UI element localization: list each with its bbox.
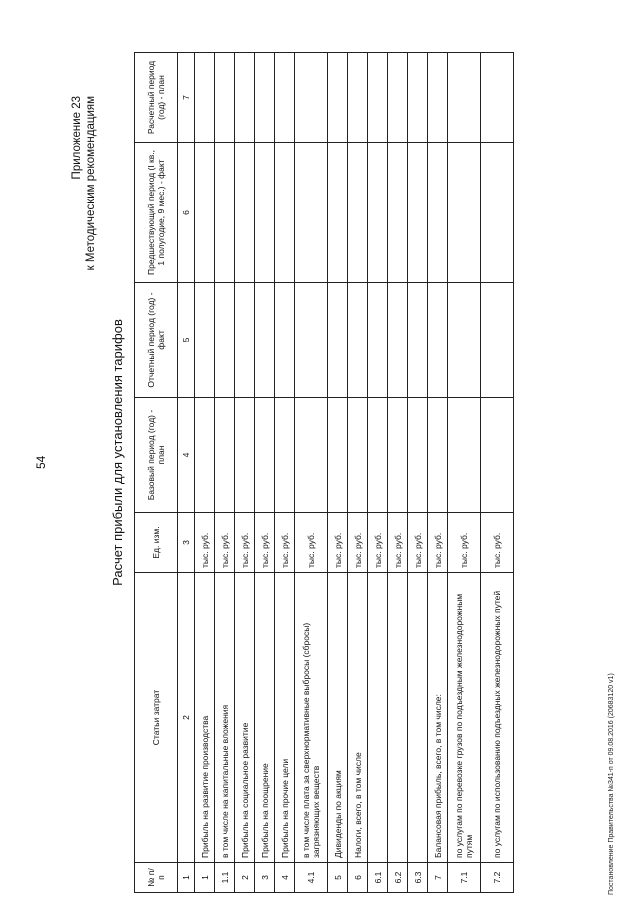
table-row: [388, 53, 408, 893]
row-value-calc-plan: [255, 53, 275, 143]
row-unit: тыс. руб.: [235, 513, 255, 573]
row-unit: тыс. руб.: [195, 513, 215, 573]
page-number: 54: [34, 455, 48, 469]
row-cost-item: по услугам по перевозке грузов по подъездным железнодорожным путям: [448, 573, 481, 863]
row-value-calc-plan: [235, 53, 255, 143]
row-value-report-fact: [215, 283, 235, 398]
row-unit: тыс. руб.: [348, 513, 368, 573]
column-header: Расчетный период (год) - план: [135, 53, 178, 143]
row-number: 2: [235, 863, 255, 893]
row-number: 3: [255, 863, 275, 893]
row-number: 6.1: [368, 863, 388, 893]
column-number: 1: [178, 863, 195, 893]
table-row: [215, 53, 235, 893]
row-value-report-fact: [328, 283, 348, 398]
row-value-previous-fact: [348, 143, 368, 283]
row-value-calc-plan: [275, 53, 295, 143]
table-row: [368, 53, 388, 893]
row-value-report-fact: [235, 283, 255, 398]
row-value-base-plan: [195, 398, 215, 513]
row-value-previous-fact: [368, 143, 388, 283]
table-row: [408, 53, 428, 893]
row-value-previous-fact: [428, 143, 448, 283]
row-value-base-plan: [215, 398, 235, 513]
row-unit: тыс. руб.: [215, 513, 235, 573]
row-value-calc-plan: [481, 53, 514, 143]
row-value-previous-fact: [255, 143, 275, 283]
row-value-report-fact: [348, 283, 368, 398]
row-value-calc-plan: [448, 53, 481, 143]
row-cost-item: [368, 573, 388, 863]
column-number: 5: [178, 283, 195, 398]
row-value-calc-plan: [388, 53, 408, 143]
table-row: [235, 53, 255, 893]
row-number: 6.3: [408, 863, 428, 893]
column-number-row: [178, 53, 195, 893]
table-row: [255, 53, 275, 893]
row-cost-item: Дивиденды по акциям: [328, 573, 348, 863]
row-value-calc-plan: [295, 53, 328, 143]
row-number: 4: [275, 863, 295, 893]
row-value-previous-fact: [448, 143, 481, 283]
row-value-base-plan: [448, 398, 481, 513]
row-value-report-fact: [295, 283, 328, 398]
row-unit: тыс. руб.: [408, 513, 428, 573]
column-number: 7: [178, 53, 195, 143]
table-row: [348, 53, 368, 893]
row-unit: тыс. руб.: [481, 513, 514, 573]
row-cost-item: по услугам по использованию подъездных железнодорожных путей: [481, 573, 514, 863]
row-value-report-fact: [448, 283, 481, 398]
row-value-report-fact: [388, 283, 408, 398]
row-value-base-plan: [481, 398, 514, 513]
row-cost-item: [388, 573, 408, 863]
row-cost-item: Прибыль на развитие производства: [195, 573, 215, 863]
row-number: 1: [195, 863, 215, 893]
row-cost-item: Прибыль на прочие цели: [275, 573, 295, 863]
table-row: [428, 53, 448, 893]
appendix-line-2: к Методическим рекомендациям: [85, 96, 97, 271]
column-header: № п/п: [135, 863, 178, 893]
row-cost-item: Прибыль на поощрение: [255, 573, 275, 863]
row-value-calc-plan: [328, 53, 348, 143]
row-number: 6: [348, 863, 368, 893]
table-body: [178, 53, 514, 893]
row-value-calc-plan: [195, 53, 215, 143]
row-cost-item: в том числе на капитальные вложения: [215, 573, 235, 863]
row-value-base-plan: [408, 398, 428, 513]
row-value-calc-plan: [408, 53, 428, 143]
row-unit: тыс. руб.: [295, 513, 328, 573]
table-row: [481, 53, 514, 893]
row-value-base-plan: [388, 398, 408, 513]
footer-note: Постановление Правительства №341-п от 09.08.2016 (20683120 v1): [608, 673, 615, 895]
row-value-calc-plan: [348, 53, 368, 143]
row-value-report-fact: [255, 283, 275, 398]
row-value-previous-fact: [481, 143, 514, 283]
row-value-base-plan: [368, 398, 388, 513]
row-cost-item: Балансовая прибыль, всего, в том числе:: [428, 573, 448, 863]
row-cost-item: в том числе плата за сверхнормативные выбросы (сбросы) загрязняющих веществ: [295, 573, 328, 863]
row-unit: тыс. руб.: [275, 513, 295, 573]
row-value-report-fact: [428, 283, 448, 398]
row-unit: тыс. руб.: [328, 513, 348, 573]
column-header: Статьи затрат: [135, 573, 178, 863]
table-row: [328, 53, 348, 893]
row-value-previous-fact: [275, 143, 295, 283]
profit-calculation-table: [134, 52, 514, 893]
row-value-calc-plan: [368, 53, 388, 143]
column-header: Ед. изм.: [135, 513, 178, 573]
row-value-calc-plan: [215, 53, 235, 143]
column-number: 6: [178, 143, 195, 283]
row-cost-item: Налоги, всего, в том числе: [348, 573, 368, 863]
row-value-previous-fact: [295, 143, 328, 283]
table-row: [195, 53, 215, 893]
row-value-previous-fact: [328, 143, 348, 283]
row-value-previous-fact: [215, 143, 235, 283]
row-unit: тыс. руб.: [388, 513, 408, 573]
row-value-base-plan: [275, 398, 295, 513]
row-value-base-plan: [428, 398, 448, 513]
column-number: 2: [178, 573, 195, 863]
row-number: 7: [428, 863, 448, 893]
row-number: 4.1: [295, 863, 328, 893]
row-number: 5: [328, 863, 348, 893]
row-value-previous-fact: [408, 143, 428, 283]
appendix-header: [70, 96, 98, 270]
table-row: [275, 53, 295, 893]
document-title: Расчет прибыли для установления тарифов: [110, 319, 125, 586]
row-cost-item: [408, 573, 428, 863]
row-unit: тыс. руб.: [368, 513, 388, 573]
row-unit: тыс. руб.: [428, 513, 448, 573]
row-value-base-plan: [295, 398, 328, 513]
row-number: 7.1: [448, 863, 481, 893]
table-row: [448, 53, 481, 893]
row-cost-item: Прибыль на социальное развитие: [235, 573, 255, 863]
row-value-previous-fact: [235, 143, 255, 283]
column-header: Предшествующий период (I кв., 1 полугодие, 9 мес.) - факт: [135, 143, 178, 283]
row-value-base-plan: [235, 398, 255, 513]
row-number: 7.2: [481, 863, 514, 893]
column-number: 3: [178, 513, 195, 573]
column-header: Отчетный период (год) - факт: [135, 283, 178, 398]
appendix-line-1: Приложение 23: [71, 96, 83, 180]
table-header-row: [135, 53, 178, 893]
row-value-report-fact: [408, 283, 428, 398]
row-number: 1.1: [215, 863, 235, 893]
column-header: Базовый период (год) - план: [135, 398, 178, 513]
row-value-report-fact: [368, 283, 388, 398]
table-row: [295, 53, 328, 893]
column-number: 4: [178, 398, 195, 513]
row-value-base-plan: [348, 398, 368, 513]
row-value-base-plan: [328, 398, 348, 513]
row-value-previous-fact: [388, 143, 408, 283]
row-value-report-fact: [195, 283, 215, 398]
row-number: 6.2: [388, 863, 408, 893]
row-value-previous-fact: [195, 143, 215, 283]
row-value-calc-plan: [428, 53, 448, 143]
row-unit: тыс. руб.: [255, 513, 275, 573]
row-value-base-plan: [255, 398, 275, 513]
row-unit: тыс. руб.: [448, 513, 481, 573]
row-value-report-fact: [481, 283, 514, 398]
row-value-report-fact: [275, 283, 295, 398]
